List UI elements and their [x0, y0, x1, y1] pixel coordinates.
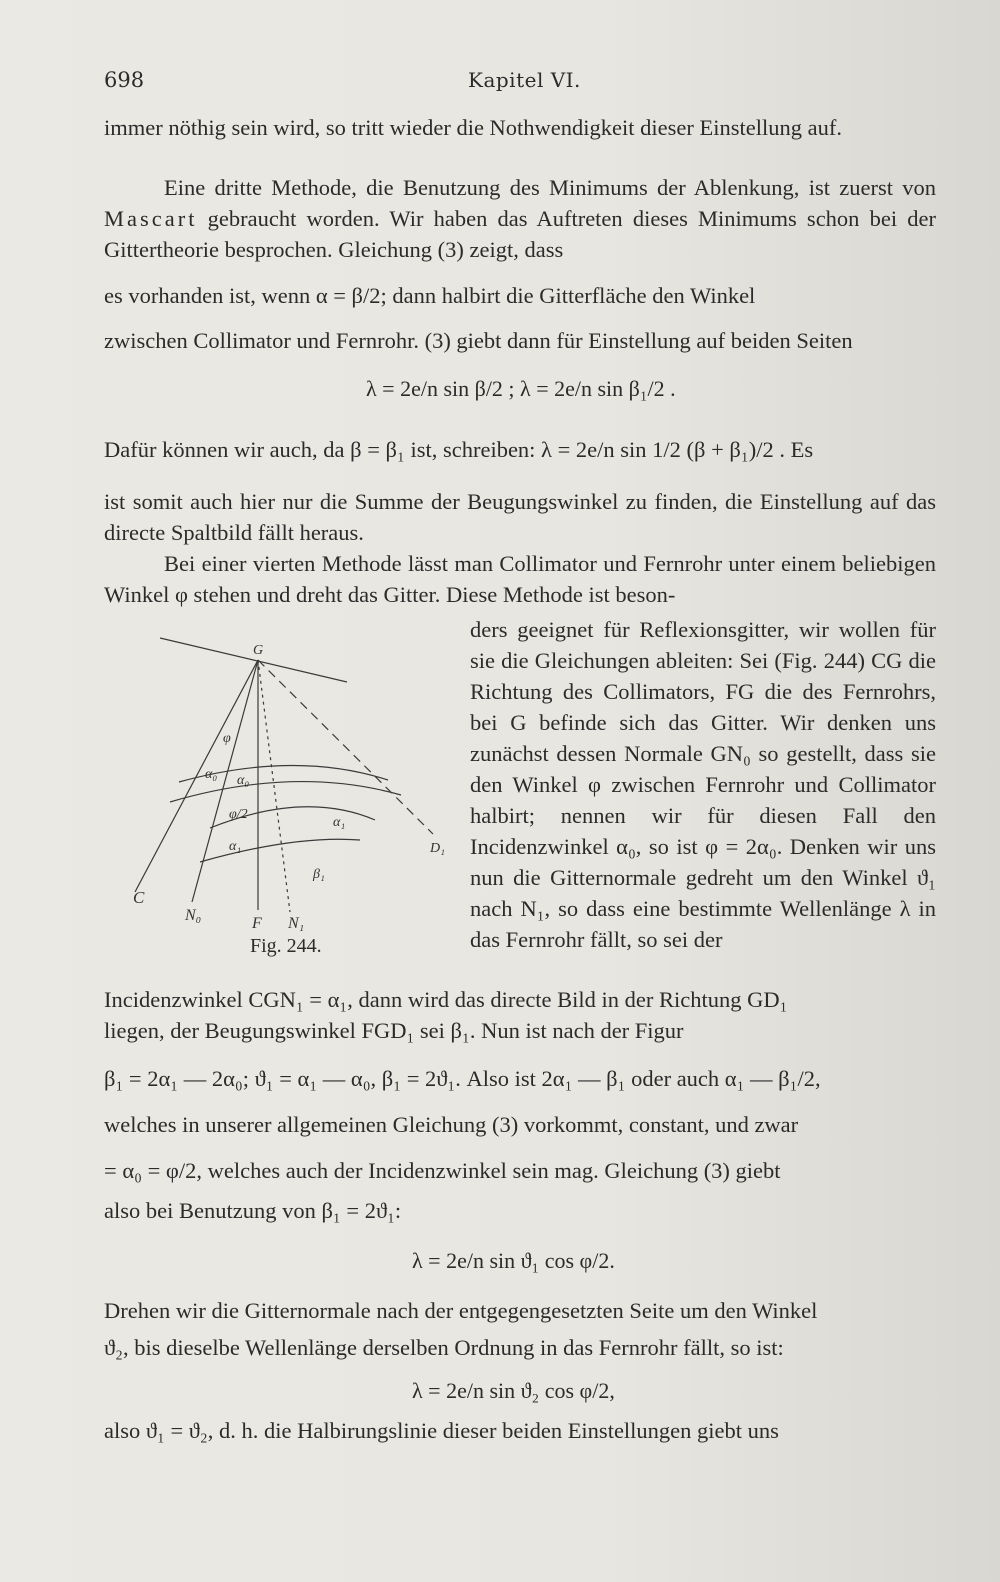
normal-n1-line: [258, 660, 290, 912]
paragraph-2: [104, 172, 936, 265]
label-f: F: [252, 915, 262, 932]
text-line-rotate: Drehen wir die Gitternormale nach der entgegengesetzten Seite um den Winkel: [104, 1298, 818, 1323]
paragraph-3: ist somit auch hier nur die Summe der Beugungswinkel zu finden, die Einstellung auf das directe Spaltbild fällt heraus.: [104, 489, 936, 545]
label-beta1: β₁: [313, 867, 325, 882]
text-line-incidence: Incidenzwinkel CGN₁ = α₁, dann wird das directe Bild in der Richtung GD₁: [104, 987, 788, 1012]
text-line-collimator: zwischen Collimator und Fernrohr. (3) giebt dann für Einstellung auf beiden Seiten: [104, 328, 853, 353]
text-line-beugung: liegen, der Beugungswinkel FGD₁ sei β₁. Nun ist nach der Figur: [104, 1018, 684, 1043]
equation-1: λ = 2e/n sin β/2 ; λ = 2e/n sin β₁/2 .: [366, 376, 676, 401]
label-alpha0-b: α₀: [237, 773, 250, 788]
label-n1: N₁: [288, 915, 305, 932]
label-g: G: [253, 643, 264, 658]
text-line-final: also ϑ₁ = ϑ₂, d. h. die Halbirungslinie dieser beiden Einstellungen giebt uns: [104, 1418, 779, 1443]
text-line-relations: β₁ = 2α₁ — 2α₀; ϑ₁ = α₁ — α₀, β₁ = 2ϑ₁. Also ist 2α₁ — β₁ oder auch α₁ — β₁/2,: [104, 1066, 821, 1091]
label-d1: D₁: [430, 841, 445, 856]
figure-244-diagram: [125, 630, 470, 970]
paragraph-4-wrapped: ders geeignet für Reflexionsgitter, wir wollen für sie die Gleichungen ableiten: Sei (Fig. 244) CG die Richtung des Collimators, FG die des Fernrohrs, bei G befinde sich das Gitter. Wir denken uns zunächst dessen Normale GN₀ so gestellt, dass sie den Winkel φ zwischen Fernrohr und Collimator halbirt; nennen wir für diesen Fall den Incidenzwinkel α₀, so ist φ = 2α₀. Denken wir uns nun die Gitternormale gedreht um den Winkel ϑ₁ nach N₁, so dass eine bestimmte Wellenlänge λ in das Fernrohr fällt, so sei der: [470, 617, 936, 952]
page-header: [104, 68, 936, 98]
paragraph-4-start: Bei einer vierten Methode lässt man Collimator und Fernrohr unter einem beliebigen Winkel φ stehen und dreht das Gitter. Diese Methode ist beson-: [104, 551, 936, 607]
paragraph-2-text-a: Eine dritte Methode, die Benutzung des Minimums der Ablenkung, ist zuerst von: [164, 175, 936, 200]
equation-3: λ = 2e/n sin ϑ₂ cos φ/2,: [412, 1378, 615, 1403]
text-line-constant: welches in unserer allgemeinen Gleichung (3) vorkommt, constant, und zwar: [104, 1112, 799, 1137]
author-name-mascart: Mascart: [104, 206, 198, 231]
label-alpha1-b: α₁: [333, 815, 346, 830]
page-number: 698: [104, 68, 145, 92]
running-head: Kapitel VI.: [468, 68, 581, 92]
figure-caption: Fig. 244.: [250, 935, 322, 957]
text-line-alpha0: = α₀ = φ/2, welches auch der Incidenzwinkel sein mag. Gleichung (3) giebt: [104, 1158, 781, 1183]
equation-2: λ = 2e/n sin ϑ₁ cos φ/2.: [412, 1248, 615, 1273]
label-phi-half: φ/2: [229, 807, 248, 822]
label-alpha0-a: α₀: [205, 767, 218, 782]
label-n0: N₀: [185, 907, 202, 924]
paragraph-2-text-b: gebraucht worden. Wir haben das Auftreten dieses Minimums schon bei der Gittertheorie besprochen. Gleichung (3) zeigt, dass: [104, 206, 936, 262]
label-phi: φ: [223, 731, 231, 746]
text-line-usage: also bei Benutzung von β₁ = 2ϑ₁:: [104, 1198, 402, 1223]
arc-4: [200, 839, 360, 862]
paragraph-1: immer nöthig sein wird, so tritt wieder die Nothwendigkeit dieser Einstellung auf.: [104, 115, 842, 140]
text-line-same-wavelength: ϑ₂, bis dieselbe Wellenlänge derselben Ordnung in das Fernrohr fällt, so ist:: [104, 1335, 784, 1360]
label-c: C: [133, 888, 145, 907]
text-line-sum-formula: Dafür können wir auch, da β = β₁ ist, schreiben: λ = 2e/n sin 1/2 (β + β₁)/2 . Es: [104, 437, 814, 462]
text-line-condition: es vorhanden ist, wenn α = β/2; dann halbirt die Gitterfläche den Winkel: [104, 283, 756, 308]
label-alpha1-a: α₁: [229, 839, 242, 854]
arc-2: [170, 782, 401, 802]
